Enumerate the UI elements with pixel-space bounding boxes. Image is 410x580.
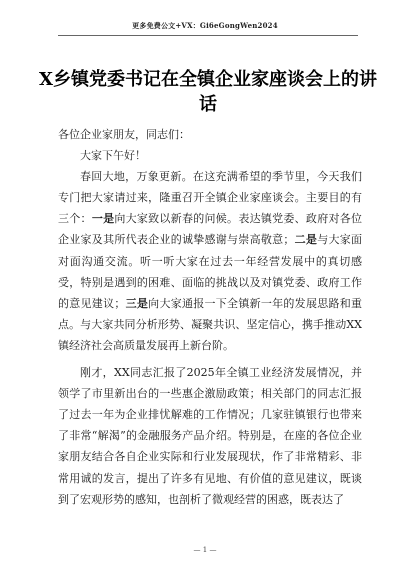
page-number: — 1 —	[193, 546, 217, 554]
paragraph-text: 向大家致以新春的问候。表达镇党委、政府对各位企业家及其所代表企业的诚挚感谢与崇高敬意；	[58, 212, 363, 247]
paragraph-text: 春回大地，万象更新。在这充满希望的季节里，今天我们专门把大家请过来，隆重召开全镇企业家座谈会。主要目的有三个：	[58, 170, 362, 226]
paragraph-text: 与大家面对面沟通交流。听一听大家在过去一年经营发展中的真切感受，特别是遇到的困难、面临的挑战以及对镇党委、政府工作的意见建议；	[58, 233, 363, 310]
salutation: 各位企业家朋友，同志们：	[58, 128, 190, 141]
paragraph-report: 刚才，XX同志汇报了2025年全镇工业经济发展情况，并领学了市里新出台的一些惠企激励政策；相关部门的同志汇报了过去一年为企业排忧解难的工作情况；几家驻镇银行也带来了非常“解渴”的金融服务产品介绍。特别是，在座的各位企业家朋友结合各自企业实际和行业发展现状，作了非常精彩、非常用诚的发言，提出了许多有见地、有价值的意见建议，既谈到了宏观形势的感知，也剖析了微观经营的困惑，既表达了	[58, 366, 362, 506]
greeting: 大家下午好！	[80, 149, 146, 163]
paragraph-text: 向大家通报一下全镇新一年的发展思路和重点。与大家共同分析形势、凝聚共识、坚定信心，携手推动XX镇经济社会高质量发展再上新台阶。	[58, 296, 363, 352]
paragraph-opening	[58, 166, 362, 356]
page-header: 更多免费公文+VX：Gi6eGongWen2024	[132, 21, 278, 30]
document-title: X乡镇党委书记在全镇企业家座谈会上的讲话	[39, 69, 377, 115]
header-divider	[58, 35, 358, 36]
document-body	[58, 124, 362, 510]
keyword-third: 三是	[125, 296, 149, 310]
keyword-first: 一是	[91, 212, 115, 226]
keyword-second: 二是	[294, 233, 318, 247]
